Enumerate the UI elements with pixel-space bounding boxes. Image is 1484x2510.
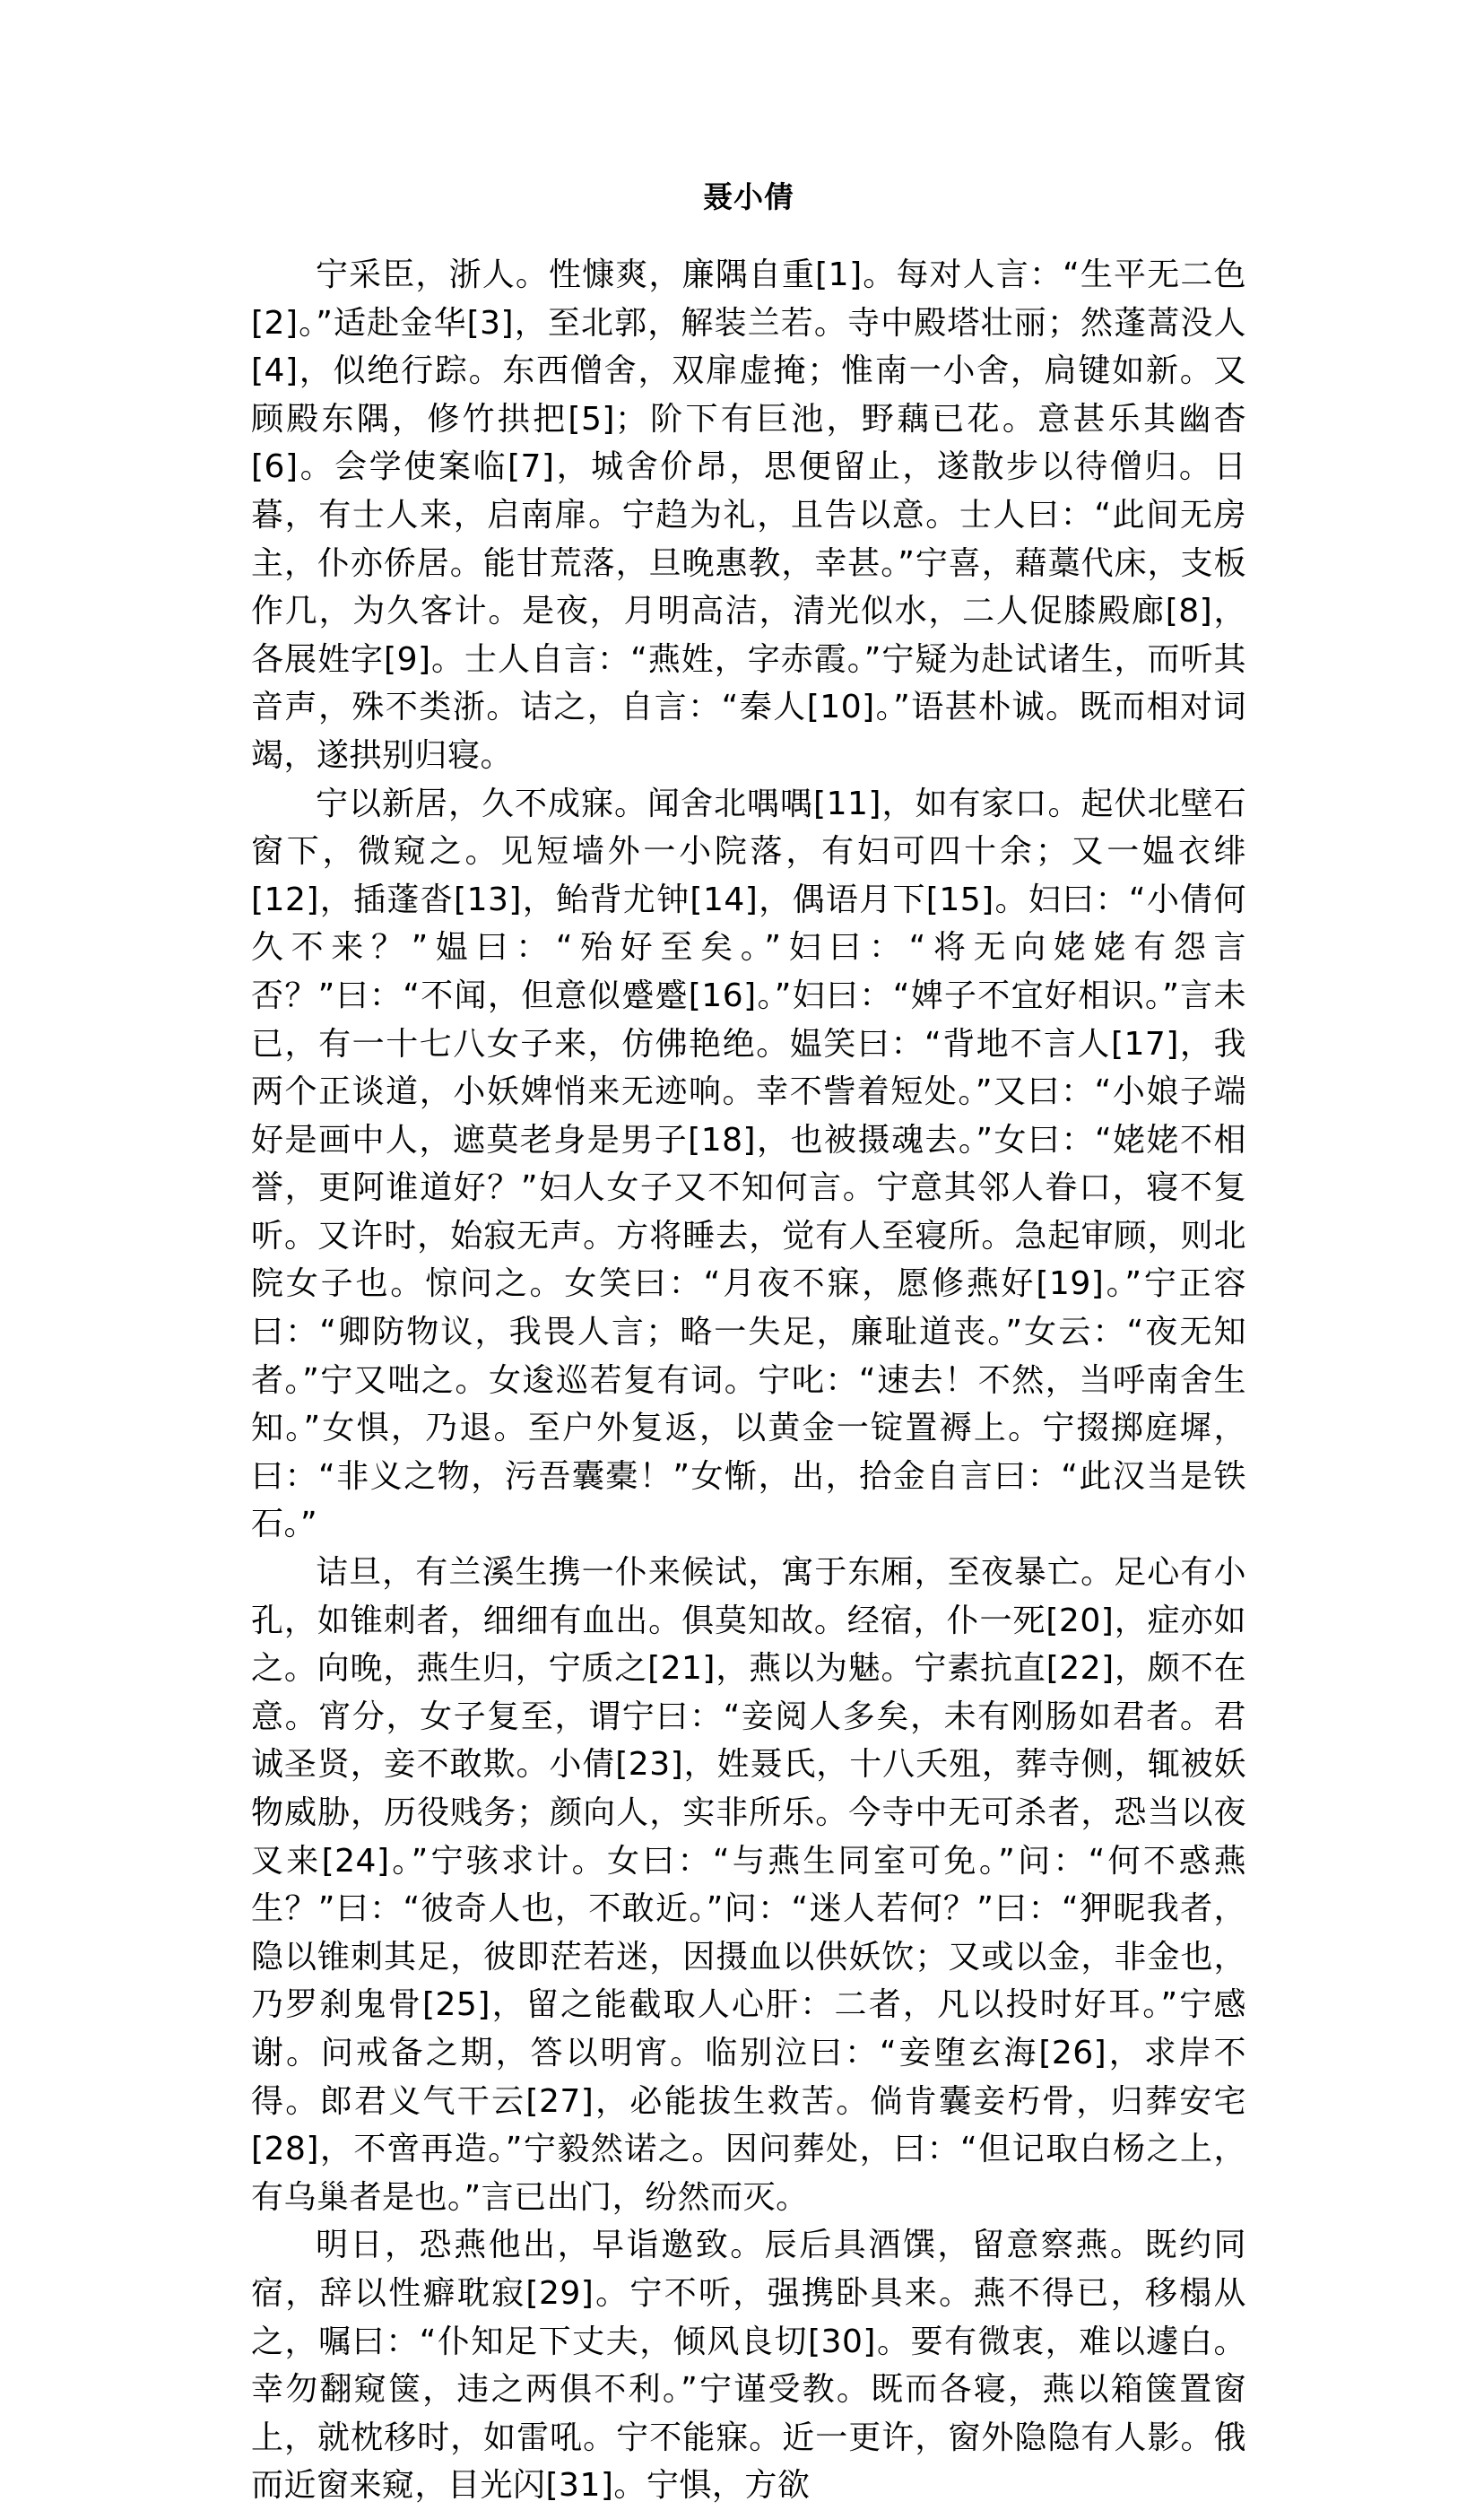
document-title: 聂小倩: [703, 179, 794, 214]
document-page: [251, 179, 1246, 2510]
paragraph-1: 宁采臣，浙人。性慷爽，廉隅自重[1]。每对人言：“生平无二色[2]。”适赴金华[3]，至北郭，解装兰若。寺中殿塔壮丽；然蓬蒿没人[4]，似绝行踪。东西僧舍，双扉虚掩；惟南一小舍，扃键如新。又顾殿东隅，修竹拱把[5]；阶下有巨池，野藕已花。意甚乐其幽杳[6]。会学使案临[7]，城舍价昂，思便留止，遂散步以待僧归。日暮，有士人来，启南扉。宁趋为礼，且告以意。士人曰：“此间无房主，仆亦侨居。能甘荒落，旦晚惠教，幸甚。”宁喜，藉藁代床，支板作几，为久客计。是夜，月明高洁，清光似水，二人促膝殿廊[8]，各展姓字[9]。士人自言：“燕姓，字赤霞。”宁疑为赴试诸生，而听其音声，殊不类浙。诘之，自言：“秦人[10]。”语甚朴诚。既而相对词竭，遂拱别归寝。: [251, 256, 1246, 774]
paragraph-2: 宁以新居，久不成寐。闻舍北喁喁[11]，如有家口。起伏北壁石窗下，微窥之。见短墙外一小院落，有妇可四十余；又一媪衣绯[12]，插蓬沓[13]，鲐背尤钟[14]，偶语月下[15]。妇曰：“小倩何久不来？”媪曰：“殆好至矣。”妇曰：“将无向姥姥有怨言否？”曰：“不闻，但意似蹙蹙[16]。”妇曰：“婢子不宜好相识。”言未已，有一十七八女子来，仿佛艳绝。媪笑曰：“背地不言人[17]，我两个正谈道，小妖婢悄来无迹响。幸不訾着短处。”又曰：“小娘子端好是画中人，遮莫老身是男子[18]，也被摄魂去。”女曰：“姥姥不相誉，更阿谁道好？”妇人女子又不知何言。宁意其邻人眷口，寝不复听。又许时，始寂无声。方将睡去，觉有人至寝所。急起审顾，则北院女子也。惊问之。女笑曰：“月夜不寐，愿修燕好[19]。”宁正容曰：“卿防物议，我畏人言；略一失足，廉耻道丧。”女云：“夜无知者。”宁又咄之。女逡巡若复有词。宁叱：“速去！不然，当呼南舍生知。”女惧，乃退。至户外复返，以黄金一锭置褥上。宁掇掷庭墀，曰：“非义之物，污吾囊橐！”女惭，出，拾金自言曰：“此汉当是铁石。”: [251, 785, 1246, 1543]
paragraph-4: 明日，恐燕他出，早诣邀致。辰后具酒馔，留意察燕。既约同宿，辞以性癖耽寂[29]。宁不听，强携卧具来。燕不得已，移榻从之，嘱曰：“仆知足下丈夫，倾风良切[30]。要有微衷，难以遽白。幸勿翻窥箧，违之两俱不利。”宁谨受教。既而各寝，燕以箱箧置窗上，就枕移时，如雷吼。宁不能寐。近一更许，窗外隐隐有人影。俄而近窗来窥，目光闪[31]。宁惧，方欲: [251, 2227, 1246, 2505]
paragraph-3: 诘旦，有兰溪生携一仆来候试，寓于东厢，至夜暴亡。足心有小孔，如锥刺者，细细有血出。俱莫知故。经宿，仆一死[20]，症亦如之。向晚，燕生归，宁质之[21]，燕以为魅。宁素抗直[22]，颇不在意。宵分，女子复至，谓宁曰：“妾阅人多矣，未有刚肠如君者。君诚圣贤，妾不敢欺。小倩[23]，姓聂氏，十八夭殂，葬寺侧，辄被妖物威胁，历役贱务；颜向人，实非所乐。今寺中无可杀者，恐当以夜叉来[24]。”宁骇求计。女曰：“与燕生同室可免。”问：“何不惑燕生？”曰：“彼奇人也，不敢近。”问：“迷人若何？”曰：“狎昵我者，隐以锥刺其足，彼即茫若迷，因摄血以供妖饮；又或以金，非金也，乃罗刹鬼骨[25]，留之能截取人心肝：二者，凡以投时好耳。”宁感谢。问戒备之期，答以明宵。临别泣曰：“妾堕玄海[26]，求岸不得。郎君义气干云[27]，必能拔生救苦。倘肯囊妾朽骨，归葬安宅[28]，不啻再造。”宁毅然诺之。因问葬处，曰：“但记取白杨之上，有乌巢者是也。”言已出门，纷然而灭。: [251, 1554, 1246, 2216]
